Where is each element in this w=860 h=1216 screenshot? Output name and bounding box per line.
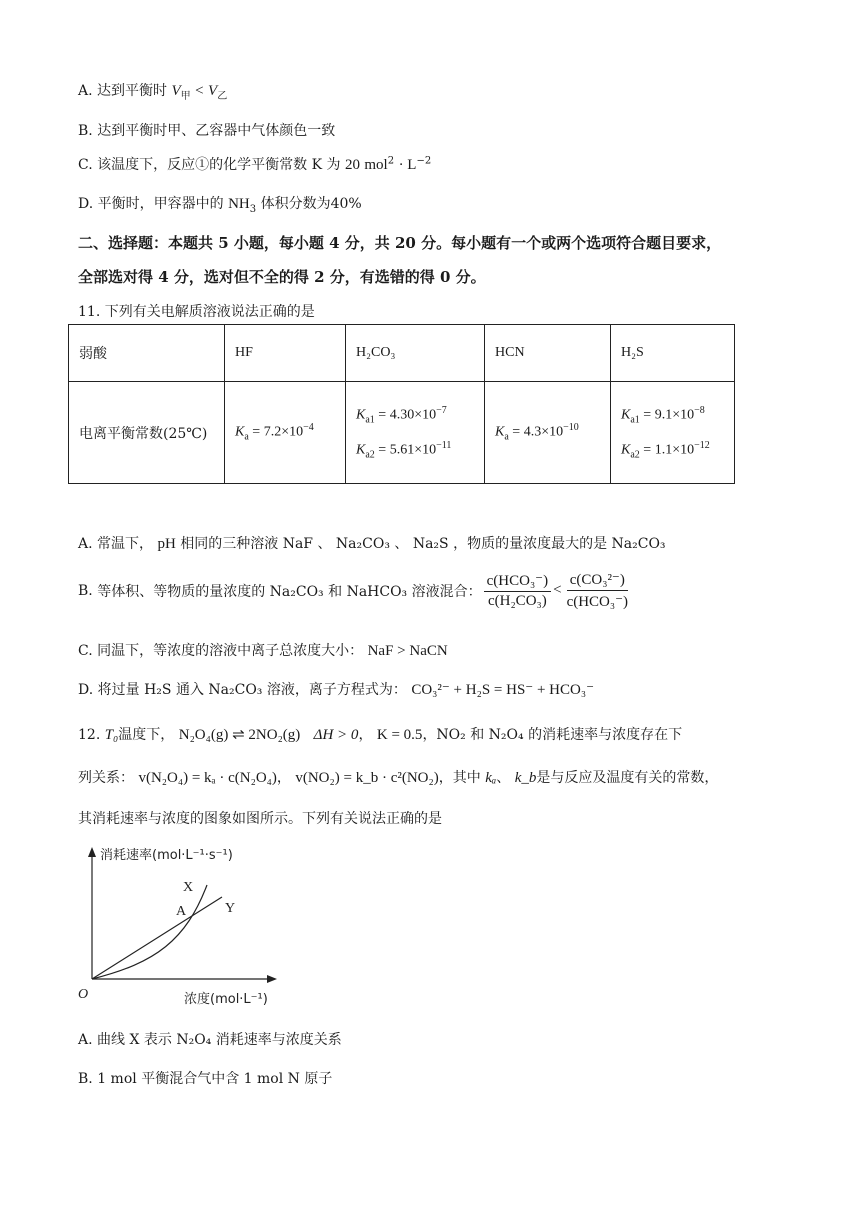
option-label: B. xyxy=(78,1071,93,1087)
ka2-exponent: −12 xyxy=(694,439,710,451)
ionic-equation: CO₃²⁻ + H₂S = HS⁻ + HCO₃⁻ xyxy=(411,682,595,698)
table-cell: $K_a = 7.2\times 10^{-4}$ xyxy=(225,382,346,484)
question-text: 温度下， xyxy=(118,727,175,743)
rate-concentration-graph xyxy=(76,845,306,1010)
option-b xyxy=(78,120,335,140)
less-than: < xyxy=(553,582,562,598)
k-value: 20 xyxy=(344,157,360,173)
option-text: 该温度下，反应①的化学平衡常数 K 为 xyxy=(97,157,341,173)
rate-constant: kₐ xyxy=(485,770,497,786)
velocity-sub: 乙 xyxy=(217,90,228,102)
option-text: 等体积、等物质的量浓度的 Na₂CO₃ 和 NaHCO₃ 溶液混合： xyxy=(97,583,482,600)
ka1-value: = 4.30×10 xyxy=(378,407,437,423)
option-text: 同温下，等浓度的溶液中离子总浓度大小： xyxy=(97,643,364,659)
section-title-line1: 二、选择题：本题共 5 小题，每小题 4 分，共 20 分。每小题有一个或两个选项符合题目要求， xyxy=(78,234,722,252)
q11-option-b xyxy=(78,570,633,611)
table-cell: $K_a = 4.3\times 10^{-10}$ xyxy=(485,382,611,484)
table-cell: 弱酸 xyxy=(69,325,225,382)
option-d xyxy=(78,193,362,215)
option-label: C. xyxy=(78,157,93,173)
point-a-label: A xyxy=(176,904,187,919)
table-cell: H₂CO₃ xyxy=(346,325,485,382)
reaction-equation: N₂O₄(g) ⇌ 2NO₂(g) xyxy=(178,727,301,743)
temperature-symbol: T₀ xyxy=(104,727,119,743)
table-cell: $K_{a1} = 9.1\times 10^{-8}$ $K_{a2} = 1.1\times 10^{-12}$ xyxy=(611,382,735,484)
table-cell: HF xyxy=(225,325,346,382)
option-text: 将过量 H₂S 通入 Na₂CO₃ 溶液，离子方程式为： xyxy=(97,682,407,698)
denominator: c(H₂CO₃) xyxy=(487,593,547,609)
ka-exponent: −4 xyxy=(303,422,314,434)
table-cell: 电离平衡常数(25℃) xyxy=(69,382,225,484)
ka1-exponent: −8 xyxy=(694,405,705,417)
less-than: < xyxy=(195,83,204,99)
curve-y-label: Y xyxy=(225,901,236,916)
numerator: c(CO₃²⁻) xyxy=(567,570,628,591)
option-label: A. xyxy=(78,1032,93,1048)
comparison: NaF > NaCN xyxy=(367,643,448,659)
q11-option-d xyxy=(78,679,594,699)
denominator: c(HCO₃⁻) xyxy=(566,594,629,610)
fraction-left xyxy=(484,571,551,610)
ionization-constant-table xyxy=(68,324,735,484)
x-axis-label: 浓度(mol·L⁻¹) xyxy=(184,992,268,1007)
velocity-sub: 甲 xyxy=(180,90,191,102)
option-label: D. xyxy=(78,196,94,212)
enthalpy: ΔH > 0 xyxy=(313,727,359,743)
curve-x xyxy=(92,885,207,979)
option-text: 达到平衡时 xyxy=(97,83,168,99)
numerator: c(HCO₃⁻) xyxy=(484,571,551,592)
question-number: 12. xyxy=(78,727,101,743)
table-cell: H₂S xyxy=(611,325,735,382)
y-axis-arrow xyxy=(88,847,96,857)
q12-line1: 12. T₀温度下， N₂O₄(g) ⇌ 2NO₂(g) ΔH > 0， K = 0.5，NO₂ 和 N₂O₄ 的消耗速率与浓度存在下 xyxy=(78,727,683,743)
ka1-value: = 9.1×10 xyxy=(643,407,695,423)
ka-value: = 7.2×10 xyxy=(252,424,304,440)
q12-option-b xyxy=(78,1068,332,1088)
ka2-value: = 1.1×10 xyxy=(643,442,695,458)
option-c xyxy=(78,154,431,174)
fraction-right xyxy=(564,570,631,611)
ka-exponent: −10 xyxy=(563,422,579,434)
curve-x-label: X xyxy=(183,880,194,895)
unit: · L xyxy=(398,157,417,173)
unit-exponent: 2 xyxy=(387,155,395,167)
section-title-line2: 全部选对得 4 分，选对但不全的得 2 分，有选错的得 0 分。 xyxy=(78,268,486,286)
x-axis-arrow xyxy=(267,975,277,983)
table-row xyxy=(69,382,735,484)
option-label: B. xyxy=(78,123,93,139)
option-text: 常温下， xyxy=(97,536,154,552)
q11-option-a xyxy=(78,533,666,553)
ph-symbol: pH xyxy=(157,536,176,552)
species: NH xyxy=(228,196,250,212)
option-text: 平衡时，甲容器中的 xyxy=(97,196,224,212)
species-sub: 3 xyxy=(249,203,257,215)
ka-value: = 4.3×10 xyxy=(512,424,564,440)
option-a xyxy=(78,80,227,102)
velocity-symbol: V xyxy=(208,83,218,99)
curve-y xyxy=(92,897,222,979)
question-text: ，其中 xyxy=(438,770,481,786)
option-text: 1 mol 平衡混合气中含 1 mol N 原子 xyxy=(97,1071,333,1087)
option-text: 体积分数为40% xyxy=(260,196,362,212)
rate-equation: v(N₂O₄) = kₐ · c(N₂O₄) xyxy=(138,770,277,786)
unit-exponent: −2 xyxy=(416,155,432,167)
q12-option-a xyxy=(78,1029,342,1049)
q12-line3: 其消耗速率与浓度的图象如图所示。下列有关说法正确的是 xyxy=(78,811,442,827)
ka2-value: = 5.61×10 xyxy=(378,442,437,458)
option-label: A. xyxy=(78,536,93,552)
unit: mol xyxy=(364,157,388,173)
ka2-exponent: −11 xyxy=(436,439,452,451)
question-text: ，NO₂ 和 N₂O₄ 的消耗速率与浓度存在下 xyxy=(422,727,683,743)
option-label: C. xyxy=(78,643,93,659)
option-label: A. xyxy=(78,83,93,99)
table-cell: HCN xyxy=(485,325,611,382)
y-axis-label: 消耗速率(mol·L⁻¹·s⁻¹) xyxy=(100,848,233,863)
option-text: 曲线 X 表示 N₂O₄ 消耗速率与浓度关系 xyxy=(97,1032,342,1048)
ka1-exponent: −7 xyxy=(436,405,447,417)
rate-equation: v(NO₂) = k_b · c²(NO₂) xyxy=(295,770,439,786)
option-label: D. xyxy=(78,682,94,698)
table-cell: $K_{a1} = 4.30\times 10^{-7}$ $K_{a2} = 5.61\times 10^{-11}$ xyxy=(346,382,485,484)
equilibrium-constant: K = 0.5 xyxy=(376,727,423,743)
option-label: B. xyxy=(78,582,93,599)
q11-option-c xyxy=(78,640,448,660)
velocity-symbol: V xyxy=(171,83,181,99)
rate-constant: k_b xyxy=(514,770,537,786)
q12-line2: 列关系： v(N₂O₄) = kₐ · c(N₂O₄)， v(NO₂) = k_b · c²(NO₂)，其中 kₐ、 k_b是与反应及温度有关的常数， xyxy=(78,770,719,786)
origin-label: O xyxy=(78,987,89,1002)
table-header-row xyxy=(69,325,735,382)
option-text: 达到平衡时甲、乙容器中气体颜色一致 xyxy=(97,123,336,139)
question-text: 是与反应及温度有关的常数， xyxy=(536,770,719,786)
q11-stem: 11. 下列有关电解质溶液说法正确的是 xyxy=(78,304,315,320)
option-text: 相同的三种溶液 NaF 、 Na₂CO₃ 、 Na₂S ，物质的量浓度最大的是 Na₂CO₃ xyxy=(180,536,666,552)
question-text: 列关系： xyxy=(78,770,134,786)
